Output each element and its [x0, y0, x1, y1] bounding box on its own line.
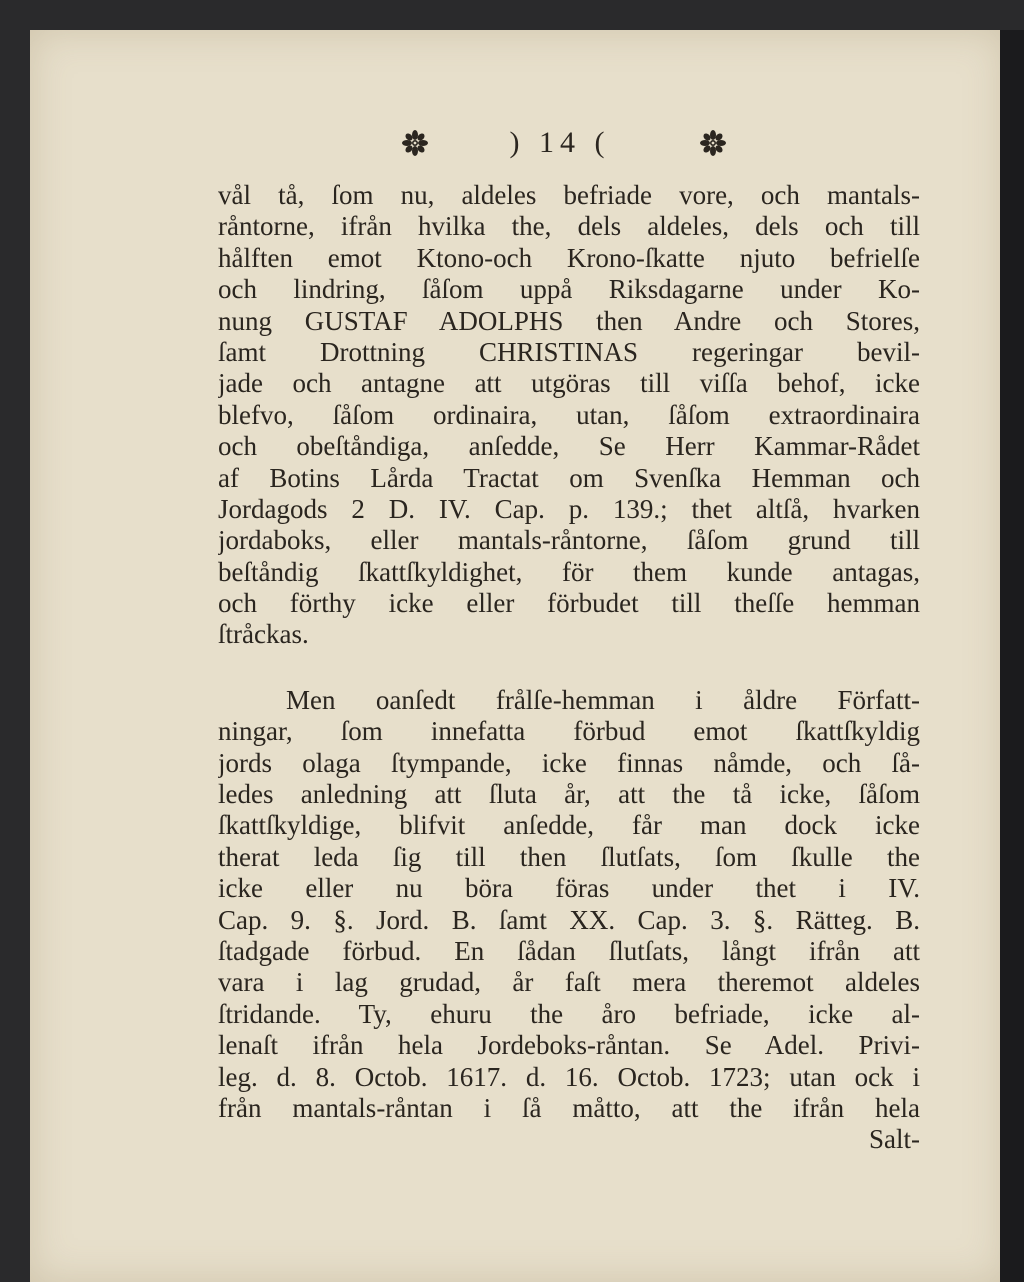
page-header	[380, 124, 760, 164]
text-line: vara i lag grudad, år faſt mera theremot aldeles	[218, 967, 920, 998]
text-line: Jordagods 2 D. IV. Cap. p. 139.; thet altſå, hvarken	[218, 493, 920, 524]
text-line: af Botins Lårda Tractat om Svenſka Hemman och	[218, 462, 920, 493]
text-line: ſtridande. Ty, ehuru the åro befriade, icke al-	[218, 998, 920, 1029]
body-text	[218, 180, 920, 1156]
page-number: ) 14 (	[509, 126, 611, 159]
text-line: vål tå, ſom nu, aldeles befriade vore, och mantals-	[218, 180, 920, 210]
text-line: ningar, ſom innefatta förbud emot ſkattſkyldig	[218, 716, 920, 747]
text-line: beſtåndig ſkattſkyldighet, för them kunde antagas,	[218, 556, 920, 587]
text-line: icke eller nu böra föras under thet i IV.	[218, 873, 920, 904]
text-line: och förthy icke eller förbudet till theſſe hemman	[218, 588, 920, 619]
text-line: ſtråckas.	[218, 619, 309, 650]
text-line: jordaboks, eller mantals-råntorne, ſåſom grund till	[218, 525, 920, 556]
text-line: nung GUSTAF ADOLPHS then Andre och Stores,	[218, 305, 920, 336]
flower-ornament-icon	[700, 130, 726, 156]
text-line: ſtadgade förbud. En ſådan ſlutſats, långt ifrån att	[218, 935, 920, 966]
text-line: och lindring, ſåſom uppå Riksdagarne under Ko-	[218, 274, 920, 305]
text-line: jade och antagne att utgöras till viſſa behof, icke	[218, 368, 920, 399]
flower-ornament-icon	[402, 130, 428, 156]
text-line: lenaſt ifrån hela Jordeboks-råntan. Se Adel. Privi-	[218, 1030, 920, 1061]
text-line: och obeſtåndiga, anſedde, Se Herr Kammar-Rådet	[218, 431, 920, 462]
text-line: från mantals-råntan i ſå måtto, att the ifrån hela	[218, 1092, 920, 1123]
text-line: leg. d. 8. Octob. 1617. d. 16. Octob. 1723; utan ock i	[218, 1061, 920, 1092]
text-line: ſamt Drottning CHRISTINAS regeringar bevil-	[218, 336, 920, 367]
text-line: Men oanſedt frålſe-hemman i åldre Författ-	[286, 684, 920, 715]
text-line: råntorne, ifrån hvilka the, dels aldeles, dels och till	[218, 211, 920, 242]
catchword: Salt-	[869, 1124, 920, 1155]
text-line: blefvo, ſåſom ordinaira, utan, ſåſom extraordinaira	[218, 399, 920, 430]
text-line: hålften emot Ktono-och Krono-ſkatte njuto befrielſe	[218, 242, 920, 273]
text-line: jords olaga ſtympande, icke finnas nåmde, och ſå-	[218, 747, 920, 778]
text-line: ledes anledning att ſluta år, att the tå icke, ſåſom	[218, 779, 920, 810]
paragraph-1	[218, 180, 920, 651]
paragraph-2	[218, 685, 920, 1156]
text-line: ſkattſkyldige, blifvit anſedde, får man dock icke	[218, 810, 920, 841]
book-spine	[1000, 30, 1024, 1282]
text-line: therat leda ſig till then ſlutſats, ſom ſkulle the	[218, 841, 920, 872]
text-line: Cap. 9. §. Jord. B. ſamt XX. Cap. 3. §. Rätteg. B.	[218, 904, 920, 935]
